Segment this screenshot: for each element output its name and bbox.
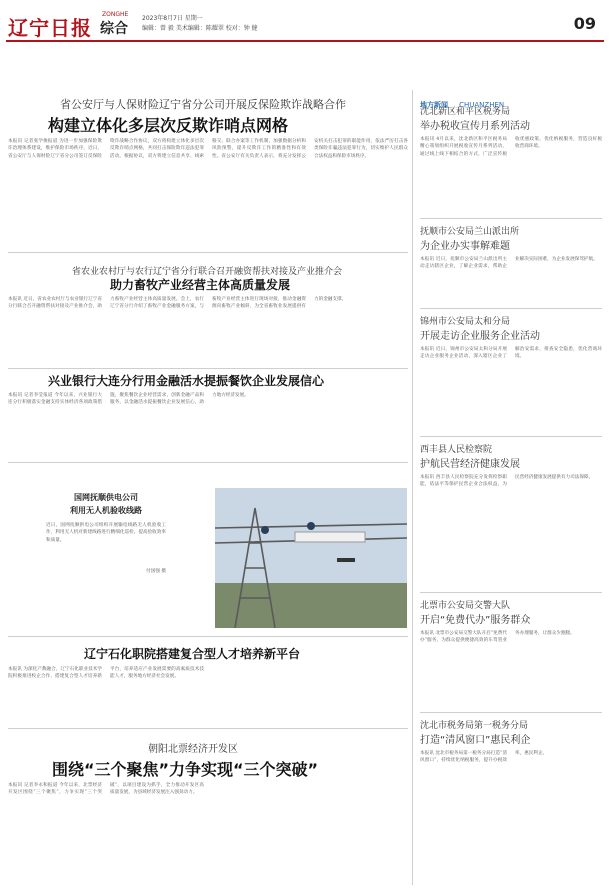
right-item-title: 打造“清风窗口”惠民利企	[420, 735, 531, 746]
right-item-title: 开启“免费代办”服务群众	[420, 615, 531, 626]
right-item	[420, 314, 602, 442]
right-section-en: CHUANZHEN	[459, 101, 505, 109]
divider	[8, 252, 408, 253]
chaoyang-article-body: 本报讯 记者李永和报道 今年以来，北票经济开发区围绕“三个聚焦”，力争实现“三个突破”，以项目建设为抓手，全力推动开发区高质量发展，为县域经济发展注入强劲动力。	[8, 783, 204, 796]
right-item	[420, 598, 602, 710]
right-item-sub: 北票市公安局交警大队	[420, 601, 511, 611]
divider	[8, 728, 408, 729]
petro-article-title: 辽宁石化职院搭建复合型人才培养新平台	[84, 647, 301, 661]
issue-date: 2023年8月7日 星期一	[142, 15, 203, 22]
right-item-body: 本报讯 沈北市税务局第一税务分局打造“清风窗口”，持续优化纳税服务，提升办税效率，惠民利企。	[420, 751, 548, 764]
section-pinyin: ZONGHE	[102, 11, 129, 18]
chaoyang-article-kicker: 朝阳北票经济开发区	[148, 744, 238, 755]
divider	[420, 592, 602, 593]
agri-article-title: 助力畜牧产业经营主体高质量发展	[110, 278, 291, 292]
grid-callout-title-2: 利用无人机验收线路	[70, 506, 142, 515]
divider	[8, 636, 408, 637]
main-article-kicker: 省公安厅与人保财险辽宁省分公司开展反保险欺诈战略合作	[60, 98, 346, 111]
right-section-cn: 地方新闻	[420, 101, 448, 109]
divider	[420, 218, 602, 219]
divider	[8, 462, 408, 463]
photo-credit: 付国强 摄	[146, 569, 166, 574]
petro-article-body: 本报讯 为深化产教融合，辽宁石化职业技术学院积极推进校企合作，搭建复合型人才培养新平台，培养适应产业发展需要的高素质技术技能人才，服务地方经济社会发展。	[8, 667, 204, 680]
right-item-title: 护航民营经济健康发展	[420, 459, 520, 470]
transmission-tower-photo	[215, 488, 407, 628]
right-item-sub: 抚顺市公安局兰山派出所	[420, 227, 520, 237]
right-item-title: 举办税收宣传月系列活动	[420, 121, 530, 132]
right-item-body: 本报讯 西丰县人民检察院充分发挥检察职能，依法平等保护民营企业合法权益，为民营经济健康发展提供有力司法保障。	[420, 475, 594, 488]
right-item-sub: 沈北市税务局第一税务分局	[420, 721, 529, 731]
grid-callout-title-1: 国网抚顺供电公司	[74, 493, 138, 502]
cib-article-body: 本报讯 记者李莹报道 今年以来，兴业银行大连分行积极落实金融支持实体经济各项政策措施，聚焦餐饮企业经营需求，创新金融产品和服务，以金融活水提振餐饮企业发展信心，助力地方经济发展。	[8, 393, 249, 406]
right-item-sub: 沈北新区和平区税务局	[420, 107, 511, 117]
right-item	[420, 104, 602, 232]
right-item-sub: 西丰县人民检察院	[420, 445, 493, 455]
divider	[420, 436, 602, 437]
editorial-staff: 编辑：曾 毅 美术编辑：陈耀翠 校对：钟 健	[142, 25, 258, 32]
right-item-body: 本报讯 4月以来，沈北新区和平区税务局精心策划组织开展税收宣传月系列活动，通过线上线下相结合的方式，广泛宣传税收优惠政策，优化纳税服务，营造良好税收营商环境。	[420, 137, 602, 157]
grid-callout-box	[46, 482, 166, 590]
right-item-sub: 锦州市公安局太和分局	[420, 317, 511, 327]
right-item-body: 本报讯 北票市公安局交警大队开启“免费代办”服务，为群众提供便捷高效的车驾管业务办理服务，让群众少跑腿。	[420, 631, 575, 644]
masthead-rule	[6, 40, 604, 42]
section-name: 综合	[100, 21, 128, 37]
main-article-title: 构建立体化多层次反欺诈哨点网格	[48, 116, 289, 135]
column-divider	[412, 90, 413, 885]
right-item	[420, 718, 602, 880]
agri-article-kicker: 省农业农村厅与农行辽宁省分行联合召开融资帮扶对接及产业推介会	[72, 267, 343, 277]
right-item-body: 本报讯 近日，锦州市公安局太和分局开展走访企业服务企业活动，深入辖区企业了解治安需求，排查安全隐患，优化营商环境。	[420, 347, 602, 360]
right-item	[420, 442, 602, 592]
divider	[420, 712, 602, 713]
grid-callout-body: 近日，国网抚顺供电公司组织开展输电线路无人机验收工作，利用无人机对新建线路进行精细化巡检，提高验收效率和质量。	[46, 523, 166, 543]
agri-article-body: 本报讯 近日，省农业农村厅与农业银行辽宁省分行联合召开融资帮扶对接及产业推介会，助力畜牧产业经营主体高质量发展。会上，农行辽宁省分行介绍了畜牧产业金融服务方案，与畜牧产业经营主体进行现场对接，推动金融资源向畜牧产业倾斜，为全省畜牧业发展提供有力的金融支撑。	[8, 297, 347, 310]
divider	[8, 368, 408, 369]
cib-article-title: 兴业银行大连分行用金融活水提振餐饮企业发展信心	[48, 374, 325, 388]
newspaper-logo: 辽宁日报	[8, 16, 92, 40]
page-number: 09	[573, 14, 596, 33]
chaoyang-article-title: 围绕“三个聚焦”力争实现“三个突破”	[52, 760, 319, 779]
right-item-body: 本报讯 近日，抚顺市公安局兰山派出所主动走访辖区企业，了解企业需求，帮助企业解决实际困难，为企业发展保驾护航。	[420, 257, 598, 270]
main-article-body: 本报讯 记者张学俊报道 为进一步加强保险欺诈治理体系建设，维护保险市场秩序，近日，省公安厅与人保财险辽宁省分公司签订反保险欺诈战略合作协议，双方将构建立体化多层次反欺诈哨点网格，共同打击保险欺诈违法犯罪活动。根据协议，双方将建立信息共享、线索移交、联合办案等工作机制，加强数据分析和风险预警，提升反欺诈工作的精准性和有效性。省公安厅有关负责人表示，将充分发挥公安机关打击犯罪的职能作用，依法严厉打击各类保险诈骗违法犯罪行为，切实维护人民群众合法权益和保险市场秩序。	[8, 139, 408, 159]
right-item	[420, 224, 602, 314]
right-item-title: 开展走访企业服务企业活动	[420, 331, 540, 342]
right-item-title: 为企业办实事解难题	[420, 241, 510, 252]
tower-illustration	[215, 488, 407, 628]
divider	[420, 308, 602, 309]
